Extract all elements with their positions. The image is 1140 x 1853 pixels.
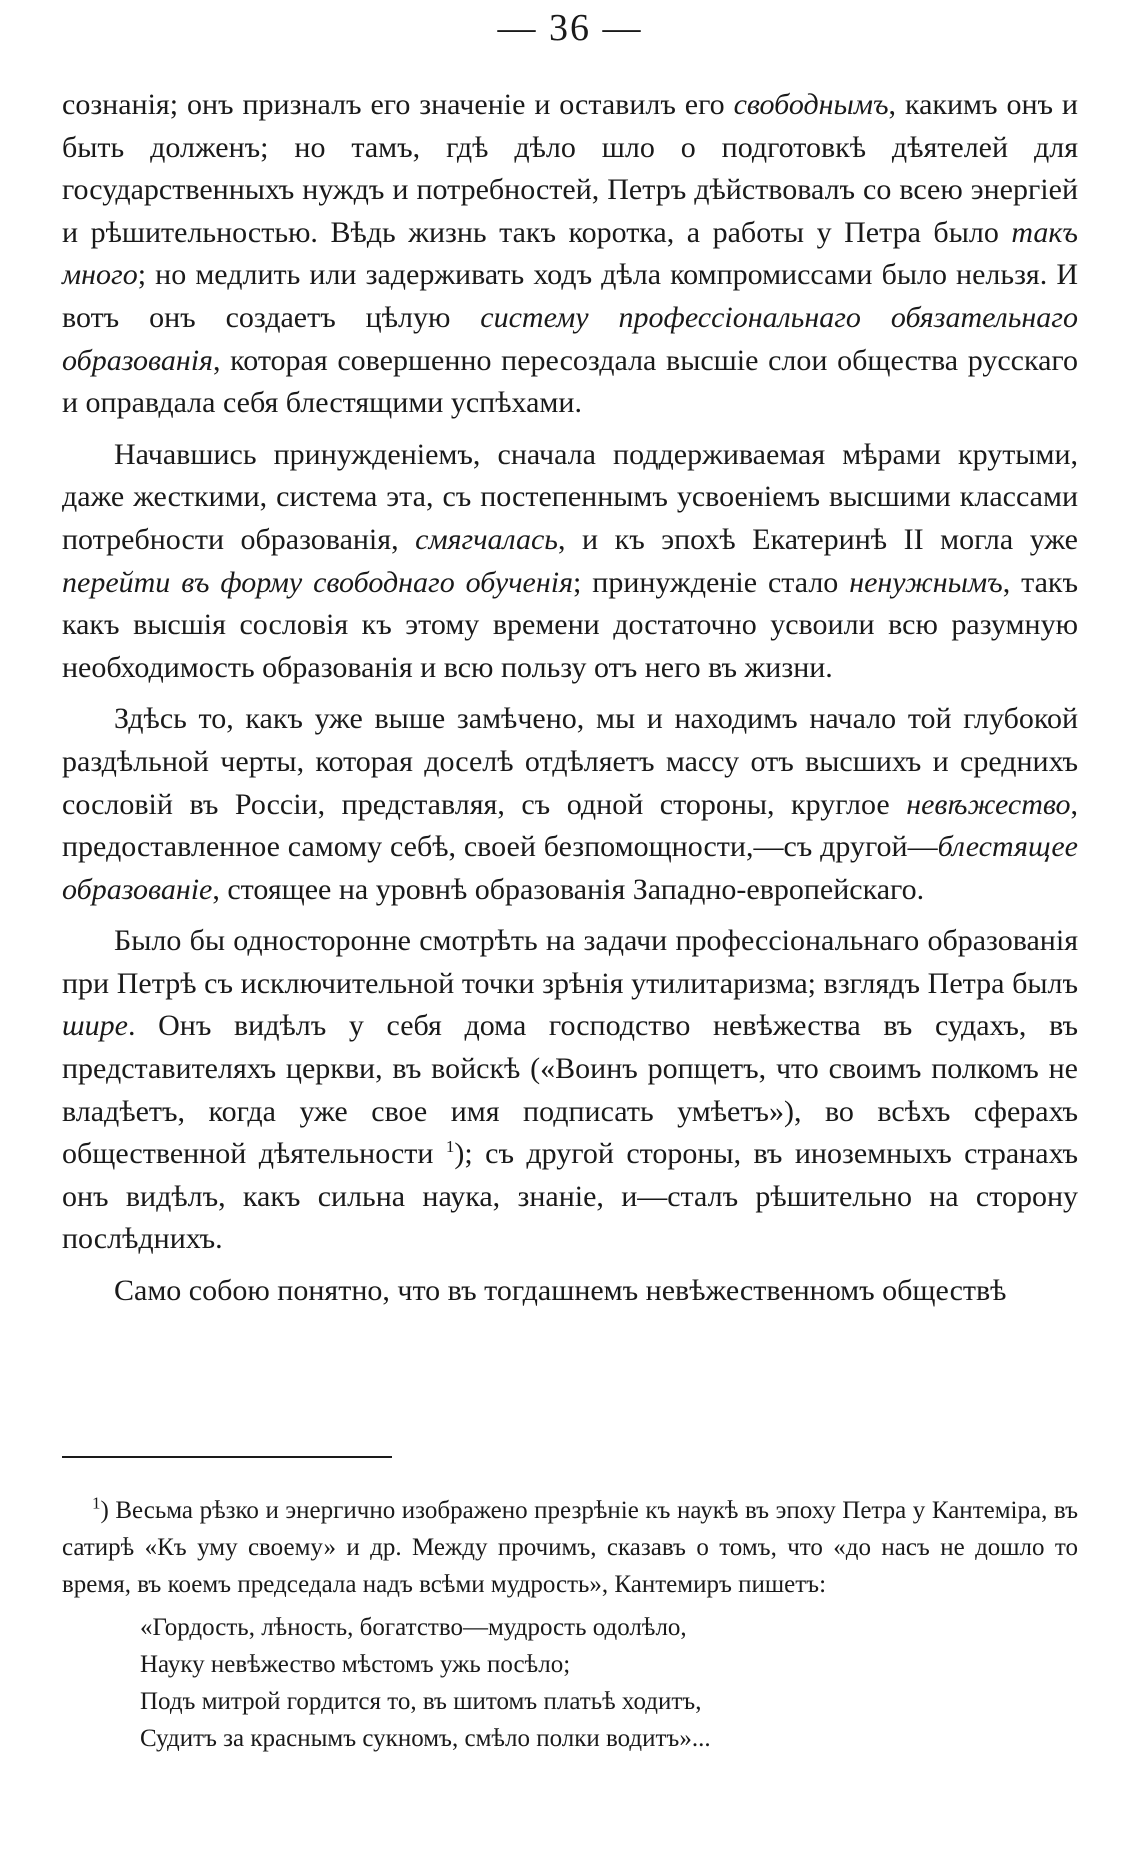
text-run: Было бы односторонне смотрѣть на задачи профессіональнаго образованія при Петрѣ съ исключительной точки зрѣнія утилитаризма; взглядъ Петра былъ	[62, 924, 1078, 1000]
verse-line: «Гордость, лѣность, богатство—мудрость одолѣло,	[140, 1614, 687, 1641]
paragraph	[62, 920, 1078, 1261]
text-run: ); съ другой стороны, въ иноземныхъ странахъ онъ видѣлъ, какъ сильна наука, знаніе, и—сталъ рѣшительно на сторону послѣднихъ.	[62, 1137, 1078, 1256]
text-run: Начавшись принужденіемъ, сначала поддерживаемая мѣрами крутыми, даже жесткими, система эта, съ постепеннымъ усвоеніемъ высшими классами потребности образованія,	[62, 437, 1078, 556]
text-run: , предоставленное самому себѣ, своей безпомощности,—съ другой—	[62, 787, 1078, 864]
emphasis: свободнымъ	[733, 88, 889, 121]
paragraph	[62, 1270, 1078, 1313]
text-run: Само собою понятно, что въ тогдашнемъ невѣжественномъ обществѣ	[114, 1274, 1007, 1308]
text-run: сознанія; онъ призналъ его значеніе и оставилъ его	[62, 88, 734, 121]
text-run: Здѣсь то, какъ уже выше замѣчено, мы и находимъ начало той глубокой раздѣльной черты, которая доселѣ отдѣляетъ массу отъ высшихъ и среднихъ сословій въ Россіи, представляя, съ одной стороны, круглое	[62, 702, 1078, 821]
verse-line: Подъ митрой гордится то, въ шитомъ платьѣ ходитъ,	[140, 1688, 702, 1715]
emphasis: перейти въ форму свободнаго обученія	[62, 565, 574, 599]
paragraph	[62, 84, 1078, 425]
text-run: . Онъ видѣлъ у себя дома господство невѣжества въ судахъ, въ представителяхъ церкви, въ войскѣ («Воинъ ропщетъ, что своимъ полкомъ не владѣетъ, когда уже свое имя подписать умѣетъ»), во всѣхъ сферахъ общественной дѣятельности	[62, 1009, 1078, 1171]
verse-line: Науку невѣжество мѣстомъ ужь посѣло;	[140, 1651, 571, 1678]
emphasis: смягчалась	[415, 522, 558, 556]
text-run: ; принужденіе стало	[573, 565, 850, 599]
text-run: , какимъ онъ и быть долженъ; но тамъ, гдѣ дѣло шло о подготовкѣ дѣятелей для государственныхъ нуждъ и потребностей, Петръ дѣйствовалъ со всею энергіей и рѣшительностью. Вѣдь жизнь такъ коротка, а работы у Петра было	[62, 88, 1078, 249]
text-run: ) Весьма рѣзко и энергично изображено презрѣніе къ наукѣ въ эпоху Петра у Кантеміра, въ сатирѣ «Къ уму своему» и др. Между прочимъ, сказавъ о томъ, что «до насъ не дошло то время, въ коемъ председала надъ всѣми мудрость», Кантемиръ пишетъ:	[62, 1497, 1078, 1598]
footnote	[62, 1492, 1078, 1757]
emphasis: систему профессіональнаго обязательнаго образованія	[62, 300, 1078, 377]
footnote-divider	[62, 1456, 392, 1458]
text-run: , такъ какъ высшія сословія къ этому времени достаточно усвоили всю разумную необходимость образованія и всю пользу отъ него въ жизни.	[62, 565, 1078, 684]
paragraph	[62, 434, 1078, 690]
footnote-marker: 1	[92, 1493, 101, 1513]
emphasis: блестящее образованіе	[62, 830, 1078, 906]
emphasis: невѣжество	[906, 787, 1071, 821]
verse-line: Судитъ за краснымъ сукномъ, смѣло полки водитъ»...	[140, 1725, 711, 1752]
text-run: , стоящее на уровнѣ образованія Западно-европейскаго.	[212, 872, 925, 906]
emphasis: шире	[62, 1009, 128, 1043]
text-run: , и къ эпохѣ Екатеринѣ II могла уже	[557, 522, 1078, 556]
verse-quote	[140, 1609, 1078, 1757]
footnote-reference: 1	[445, 1137, 455, 1157]
main-text	[62, 84, 1078, 1313]
emphasis: ненужнымъ	[849, 565, 1003, 599]
emphasis: такъ много	[62, 215, 1078, 292]
text-run: ; но медлить или задерживать ходъ дѣла компромиссами было нельзя. И вотъ онъ создаетъ цѣлую	[62, 258, 1078, 334]
text-run: , которая совершенно пересоздала высшіе слои общества русскаго и оправдала себя блестящими успѣхами.	[62, 343, 1078, 420]
paragraph	[62, 698, 1078, 911]
page-number: — 36 —	[497, 7, 643, 49]
footnote-text	[62, 1492, 1078, 1603]
